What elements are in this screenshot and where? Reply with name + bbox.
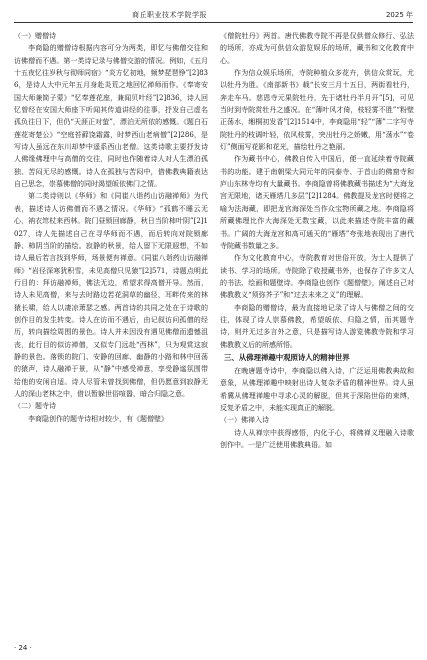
right-paragraph-1: 《僧院牡丹》两首。唐代佛教寺院不再是仅供僧众修行、弘法的场所，亦成为可供信众游览娱乐的场所，藏书和文化教育中心。 [220, 32, 414, 65]
subsection-heading-1: （一）赠僧诗 [14, 32, 56, 40]
left-column [14, 30, 208, 425]
page-number: · 24 · [14, 644, 32, 652]
running-header [14, 8, 413, 23]
right-paragraph-6: 在晚唐题寺诗中，李商隐以佛入诗，广泛运用佛教典故和意象，从佛理禅趣中映射出诗人复杂矛盾的精神世界。诗人虽希冀从佛理禅趣中寻求心灵的解脱，但其于深陷世俗的束缚，反复矛盾之中，未能实现真正的解脱。 [220, 366, 414, 412]
subsection-heading-2: （二）题寺诗 [14, 402, 56, 411]
left-paragraph-3: 李商隐创作的题寺诗相对较少，有《题僧壁》 [28, 414, 168, 423]
right-paragraph-5: 李商隐的赠僧诗，最为直接地记录了诗人与佛僧之间的交往，体现了诗人崇慕佛教，希望皈依、归隐之情，而其题寺诗，则并无过多言外之意，只是描写诗人游览佛教寺院和学习佛教教义后的所感所悟。 [220, 303, 414, 349]
right-column [220, 30, 414, 451]
right-paragraph-2: 作为信众娱乐场所，寺院种植众多花卉，供信众赏玩，尤以牡丹为胜。《南部新书》载“长安三月十五日，两街看牡丹，奔走车马。慈恩寺元果院牡丹，先于诸牡丹半月开”[5]，可见当时到寺院赏牡丹之盛况。在“薄叶风才倚，枝轻雾不胜”“粉壁正荡水，缃桐初发香”[2]1514中，李商隐用“轻”“薄”二字写寺院牡丹的枝调叶轻，依风枝雾，突出牡丹之娇嫩，用“荡水”“卷灯”侧面写花影和花光，描绘牡丹之艳丽。 [220, 69, 414, 152]
right-paragraph-4: 作为文化教育中心，寺院教育对世俗开放，为士人提供了读书、学习的场所。寺院除了收授藏书外，也保存了许多文人的书法、绘画和题壁诗。李商隐也创作《题僧壁》，阐述自己对佛教教义“须弥芥子”和“过去未来之义”的理解。 [220, 254, 414, 300]
journal-year: 2025 年 [385, 11, 413, 19]
right-paragraph-3: 作为藏书中心，佛教自传入中国后，便一直延续着寺院藏书的功能。建于南朝梁大同元年的同泰寺、于首山的佛窟寺和庐山东林寺均有大量藏书。李商隐曾将佛教藏书描述为“大海龙宫无限地，诸天雁塔几多层”[2]1284。佛教提及龙宫时便将之喻为法海藏，即把龙宫海深处当作众宝物所藏之地。李商隐将所藏佛理比作大海深处无数宝藏，以此来描述寺院丰富的藏书。广阔的大海龙宫和高可通天的“雁塔”夸张地表现出了唐代寺院藏书数量之多。 [220, 155, 414, 250]
right-paragraph-7: 诗人从禅宗中获得感悟，内化于心，将佛禅义理融入诗歌创作中。一是广泛使用佛教典语。如 [220, 428, 414, 449]
section-heading-3: 三、从佛理禅趣中观照诗人的精神世界 [224, 352, 350, 362]
left-paragraph-2: 第二类诗则以《华师》和《同崔八诣药山访融禅师》为代表，描述诗人访佛僧而不遇之情况。《华师》“孤鹤不睡云无心，衲衣筇杖来西林。院门昼锁回廊静，秋日当阶柿叶阴”[2]1027，诗人先描述自己在寻华师而不遇，而后转向对院锁廊静、柿阴当阶的描绘。寂静的秋景，给人留下无限遐想，不如诗人最后若言找到华师，场景便有禅意。《同崔八诣药山访融禅师》“岩径深寒犹积雪，未见高僧只见猿”[2]571，诗题点明此行目的：拜访融禅师，佛法无边，希望求得高僧开导。然而，诗人未见高僧，来与去时路边若花洞草的幽径，耳畔传来的林猿长啸，给人以凄凉萧瑟之感。两首诗的共同之处在于诗歌的创作目的发生转变。诗人在访而不遇后，由记叙访问孤僧的经历，转向描绘周围的景色。诗人并未因没有遇见佛僧而遗憾沮丧，此行目的似访禅僧，又似专门远赴“西林”，只为观赏这寂静的景色。落锁的院门、安静的回廊、幽静的小路和林中回荡的猿声，诗人融禅于景，从“静”中感受禅意，享受静谧氛围带给他的安闲自适。诗人尽管未曾找到佛僧，但仍愿意到寂静无人的深山老林之中，借以暂躲世俗喧嚣，暗合归隐之意。 [14, 192, 208, 398]
left-paragraph-1: 李商隐的赠僧诗根据内容可分为两类，即忆与佛僧交往和访佛僧而不遇。第一类诗记录与佛僧交游的情况。例如，《五月十五夜忆往岁秋与彻师同宿》“炎方忆初地，频梦琵琶铮”[2]836，是诗人大中元年五月身赴炎荒之地回忆禅师而作。《奉寄安国大师兼简子蒙》“忆奉莲花座，兼闻贝叶经”[2]836，诗人回忆曾经在安国大师座下听闻其传道讲经的往事，抒发自己虚名孤负往日下，但仍“天涯正对萤”，漂泊无所依的感慨。《题白石莲花寄楚公》“空庭苔藓饶霜露，时梦西山老病僧”[2]286，是写诗人虽远在东川却梦中遥系西山老僧。这类诗歌主要抒发诗人佛缘佛理中与高僧的交往，同时也作随着诗人对人生漂泊孤独、苦闷无尽的感慨。诗人在孤独与苦闷中，借佛教典籍表达自己思念，崇慕佛僧的同时渴望皈依佛门之情。 [14, 44, 208, 189]
subsection-heading-3-1: （一）佛禅入诗 [220, 416, 269, 425]
journal-title: 商丘职业技术学院学报 [132, 11, 207, 19]
